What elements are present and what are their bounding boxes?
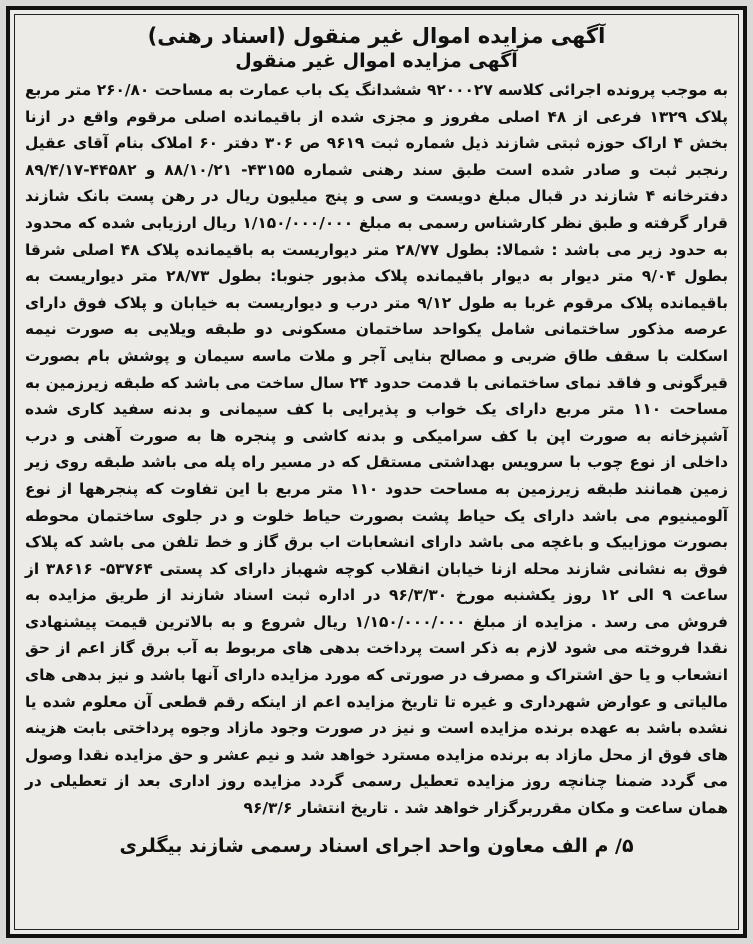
notice-title: آگهی مزایده اموال غیر منقول (اسناد رهنی)	[147, 24, 606, 48]
notice-body: به موجب پرونده اجرائی کلاسه ۹۲۰۰۰۲۷ ششدانگ یک باب عمارت به مساحت ۲۶۰/۸۰ متر مربع پلاک ۱۳۲۹ فرعی از ۴۸ اصلی مفروز و مجزی شده از باقیمانده اصلی مرقوم واقع در ازنا بخش ۴ اراک حوزه ثبتی شازند ذیل شماره ثبت ۹۶۱۹ ص ۳۰۶ دفتر ۶۰ املاک بنام آقای عقیل رنجبر ثبت و صادر شده است طبق سند رهنی شماره ۴۳۱۵۵- ۸۸/۱۰/۲۱ و ۴۴۵۸۲-۸۹/۴/۱۷ دفترخانه ۴ شازند در قبال مبلغ دویست و سی و پنج میلیون ریال در رهن پست بانک شازند قرار گرفته و طبق نظر کارشناس رسمی به مبلغ ۱/۱۵۰/۰۰۰/۰۰۰ ریال ارزیابی شده که محدود به حدود زیر می باشد : شمالا: بطول ۲۸/۷۷ متر دیواریست به باقیمانده پلاک ۴۸ اصلی شرقا بطول ۹/۰۴ متر دیوار به دیوار باقیمانده پلاک مذبور جنوبا: بطول ۲۸/۷۳ متر دیواریست به باقیمانده پلاک مرقوم غربا به طول ۹/۱۲ متر درب و دیواریست به خیابان و پلاک فوق دارای عرصه مذکور ساختمانی شامل یکواحد ساختمان مسکونی دو طبقه ویلایی به صورت نیمه اسکلت با سقف طاق ضربی و مصالح بنایی آجر و ملات ماسه سیمان و پوشش بام بصورت قیرگونی و فاقد نمای ساختمانی با قدمت حدود ۲۴ سال ساخت می باشد که طبقه زیرزمین به مساحت ۱۱۰ متر مربع دارای یک خواب و پذیرایی با کف سیمانی و بدنه سفید کاری شده آشپزخانه به صورت اپن با کف سرامیکی و بدنه کاشی و پنجره ها به صورت آهنی و درب داخلی از نوع چوب با سرویس بهداشتی مستقل که در مسیر راه پله می باشد طبقه روی زیر زمین همانند طبقه زیرزمین به مساحت حدود ۱۱۰ متر مربع با این تفاوت که پنجرهها از نوع آلومینیوم می باشد دارای یک حیاط پشت بصورت حیاط خلوت و در جلوی ساختمان محوطه بصورت موزاییک و باغچه می باشد دارای انشعابات اب برق گاز و خط تلفن می باشد که پلاک فوق به نشانی شازند محله ازنا خیابان انقلاب کوچه شهباز دارای کد پستی ۵۳۷۶۴- ۳۸۶۱۶ از ساعت ۹ الی ۱۲ روز یکشنبه مورخ ۹۶/۳/۳۰ در اداره ثبت اسناد شازند از طریق مزایده به فروش می رسد . مزایده از مبلغ ۱/۱۵۰/۰۰۰/۰۰۰ ریال شروع و به بالاترین قیمت پیشنهادی نقدا فروخته می شود لازم به ذکر است پرداخت بدهی های مربوط به آب برق گاز اعم از حق انشعاب و یا حق اشتراک و مصرف در صورتی که مورد مزایده دارای آنها باشد و نیز بدهی های مالیاتی و عوارض شهرداری و غیره تا تاریخ مزایده اعم از اینکه رقم قطعی آن معلوم شده یا نشده باشد به عهده برنده مزایده است و نیز در صورت وجود مازاد وجوه پرداختی بابت هزینه های فوق از محل مازاد به برنده مزایده مسترد خواهد شد و نیم عشر و حق مزایده نقدا وصول می گردد ضمنا چنانچه روز مزایده تعطیل رسمی گردد مزایده روز اداری بعد از تعطیلی در همان ساعت و مکان مقرربرگزار خواهد شد .	[25, 81, 729, 818]
notice-subtitle: آگهی مزایده اموال غیر منقول	[235, 50, 518, 72]
notice-frame	[14, 14, 739, 930]
publish-date: تاریخ انتشار ۹۶/۳/۶	[243, 799, 389, 818]
notice-signature: ۵/ م الف معاون واحد اجرای اسناد رسمی شازند بیگلری	[119, 834, 634, 857]
notice-body-container	[25, 77, 728, 822]
notice-page	[6, 6, 747, 938]
